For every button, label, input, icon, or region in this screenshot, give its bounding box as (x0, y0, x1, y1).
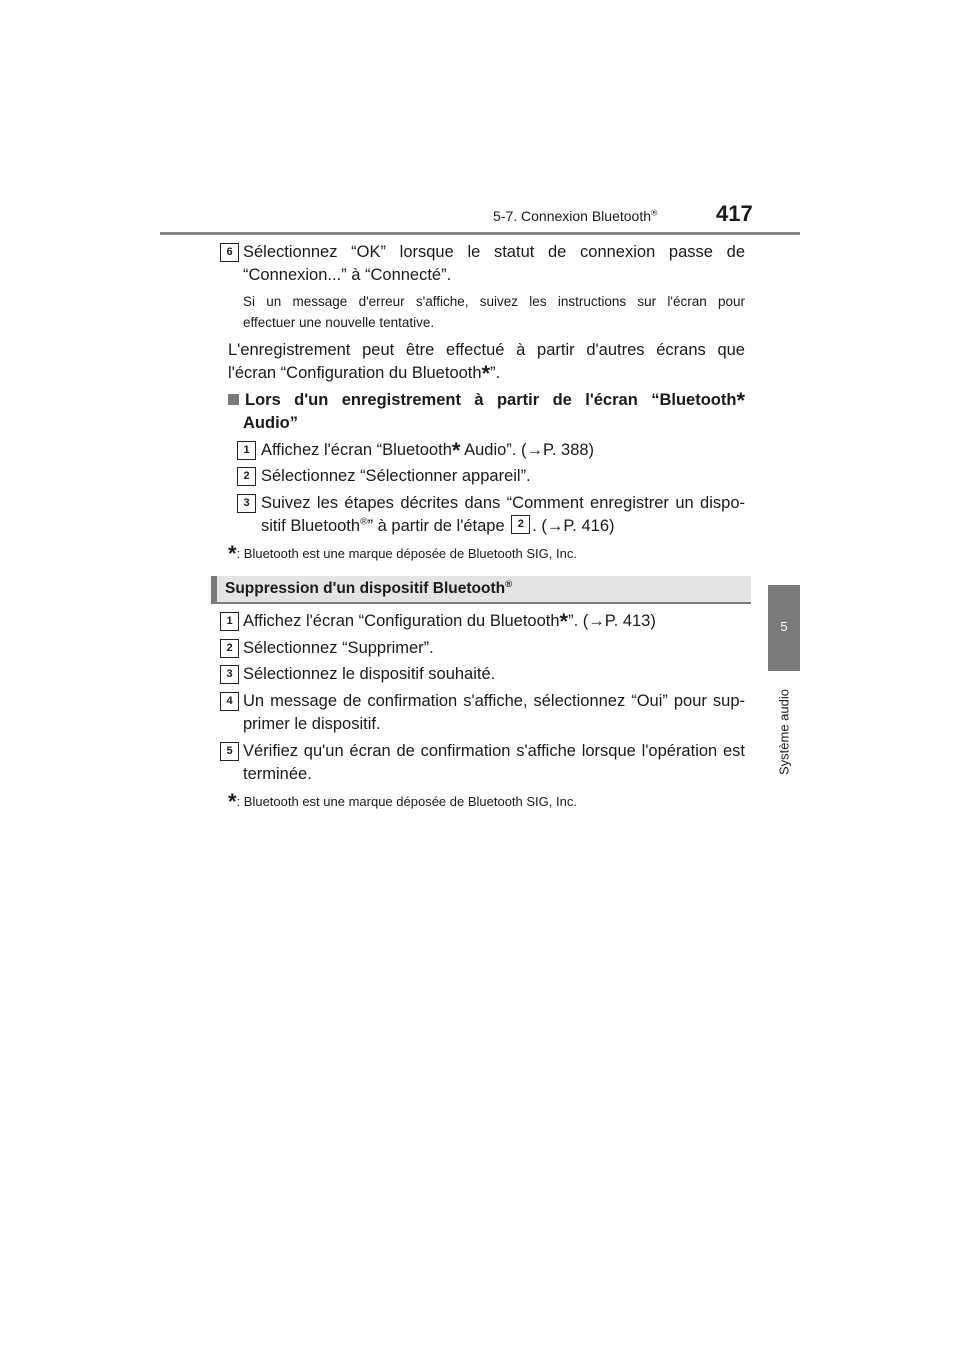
subheading-text: Audio” (243, 414, 298, 432)
footnote (228, 791, 577, 813)
step-number-box: 4 (220, 692, 239, 711)
step-text (261, 515, 614, 537)
step-text: Sélectionnez “Sélectionner appareil”. (261, 467, 531, 485)
asterisk-mark: * (481, 361, 491, 386)
step-number-box: 5 (220, 742, 239, 761)
step-text: “Connexion...” à “Connecté”. (243, 266, 452, 284)
step-number-box: 6 (220, 243, 239, 262)
step-number-box: 1 (237, 441, 256, 460)
asterisk-mark: * (559, 609, 569, 634)
step-text: Sélectionnez “OK” lorsque le statut de connexion passe de (243, 243, 745, 261)
step-number-box: 1 (220, 612, 239, 631)
registered-mark: ® (505, 578, 513, 590)
asterisk-mark: * (451, 438, 461, 463)
step-text-part: sitif Bluetooth (261, 517, 361, 535)
step-text: Un message de confirmation s'affiche, sélectionnez “Oui” pour sup- (243, 692, 745, 710)
footnote (228, 543, 577, 565)
step-text (261, 439, 594, 461)
asterisk-mark: * (228, 541, 237, 566)
square-bullet-icon (228, 394, 239, 405)
subheading (228, 389, 745, 411)
chapter-tab (768, 585, 800, 671)
step-number-box: 2 (220, 639, 239, 658)
step-text (243, 610, 656, 632)
header-rule (160, 232, 800, 235)
step-text: Sélectionnez “Supprimer”. (243, 639, 434, 657)
footnote-text: : Bluetooth est une marque déposée de Bluetooth SIG, Inc. (236, 546, 577, 561)
section-heading-text: Suppression d'un dispositif Bluetooth (225, 580, 506, 597)
step-text: Sélectionnez le dispositif souhaité. (243, 665, 496, 683)
step-note: effectuer une nouvelle tentative. (243, 315, 435, 330)
page-number: 417 (716, 201, 753, 226)
step-text-part: Audio”. (→P. 388) (460, 441, 595, 459)
chapter-label (757, 677, 811, 787)
paragraph-text: L'enregistrement peut être effectué à partir d'autres écrans que (228, 341, 745, 359)
registered-mark: ® (360, 516, 368, 528)
step-number-box: 2 (237, 467, 256, 486)
section-heading (225, 580, 512, 598)
step-reference-box: 2 (511, 515, 530, 534)
step-text: Vérifiez qu'un écran de confirmation s'affiche lorsque l'opération est (243, 742, 745, 760)
step-text: terminée. (243, 765, 312, 783)
step-text-part: Affichez l'écran “Bluetooth (261, 441, 452, 459)
section-title: 5-7. Connexion Bluetooth (493, 208, 651, 224)
section-header (493, 208, 657, 224)
step-text-part: ”. (→P. 413) (568, 612, 656, 630)
paragraph-text-part: ”. (490, 364, 501, 382)
footnote-text: : Bluetooth est une marque déposée de Bluetooth SIG, Inc. (236, 794, 577, 809)
step-text-part: ” à partir de l'étape (367, 517, 505, 535)
step-number-box: 3 (220, 665, 239, 684)
step-note: Si un message d'erreur s'affiche, suivez les instructions sur l'écran pour (243, 294, 745, 309)
paragraph-text-part: l'écran “Configuration du Bluetooth (228, 364, 482, 382)
step-text: primer le dispositif. (243, 715, 381, 733)
section-banner-rule (211, 602, 751, 604)
paragraph-text (228, 362, 500, 384)
step-text: Suivez les étapes décrites dans “Comment enregistrer un dispo- (261, 494, 745, 512)
asterisk-mark: * (736, 388, 745, 413)
step-number-box: 3 (237, 494, 256, 513)
step-text-part: Affichez l'écran “Configuration du Bluetooth (243, 612, 560, 630)
section-banner-accent (211, 576, 217, 602)
registered-mark: ® (651, 207, 658, 218)
subheading-text: Lors d'un enregistrement à partir de l'écran “Bluetooth (245, 391, 737, 409)
chapter-number: 5 (780, 619, 788, 634)
asterisk-mark: * (228, 789, 237, 814)
chapter-label-text: Système audio (776, 689, 792, 775)
step-text-part: . (→P. 416) (532, 517, 615, 535)
